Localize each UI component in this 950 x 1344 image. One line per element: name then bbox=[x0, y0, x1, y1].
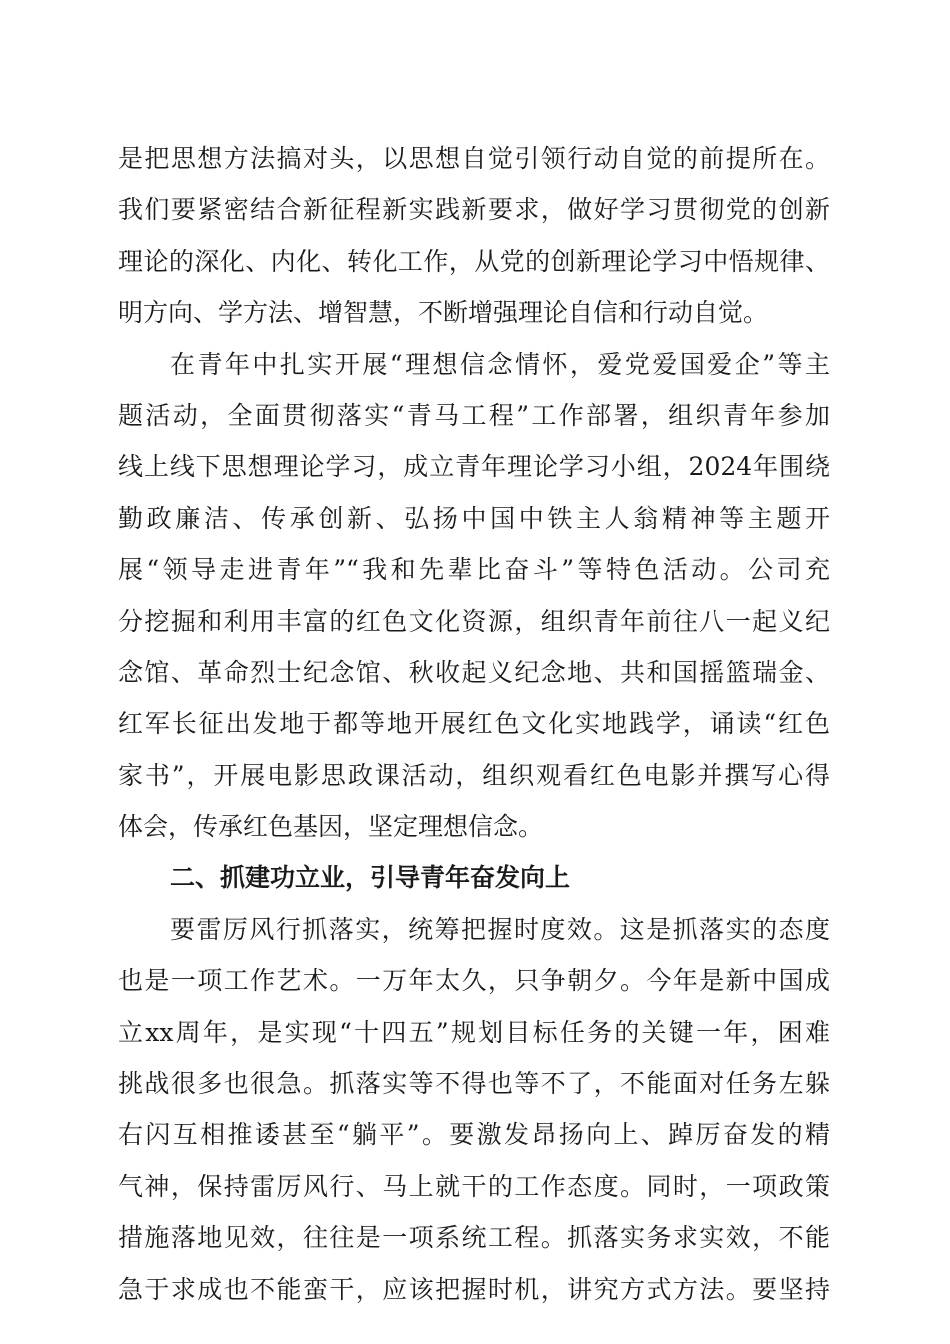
section-heading: 二、抓建功立业，引导青年奋发向上 bbox=[170, 863, 571, 893]
paragraph-2-line-10: 体会，传承红色基因，坚定理想信念。 bbox=[118, 812, 544, 842]
paragraph-3-line-2: 也是一项工作艺术。一万年太久，只争朝夕。今年是新中国成 bbox=[118, 966, 830, 996]
paragraph-1-line-4: 明方向、学方法、增智慧，不断增强理论自信和行动自觉。 bbox=[118, 298, 769, 328]
paragraph-1-line-2: 我们要紧密结合新征程新实践新要求，做好学习贯彻党的创新 bbox=[118, 195, 830, 225]
paragraph-3-line-3: 立xx周年，是实现“十四五”规划目标任务的关键一年，困难 bbox=[118, 1017, 830, 1047]
paragraph-2-line-2: 题活动，全面贯彻落实“青马工程”工作部署，组织青年参加 bbox=[118, 400, 830, 430]
paragraph-3-line-4: 挑战很多也很急。抓落实等不得也等不了，不能面对任务左躲 bbox=[118, 1069, 830, 1099]
paragraph-2-line-5: 展“领导走进青年”“我和先辈比奋斗”等特色活动。公司充 bbox=[118, 555, 830, 585]
paragraph-2-line-6: 分挖掘和利用丰富的红色文化资源，组织青年前往八一起义纪 bbox=[118, 606, 830, 636]
paragraph-3-line-6: 气神，保持雷厉风行、马上就干的工作态度。同时，一项政策 bbox=[118, 1171, 830, 1201]
paragraph-3-line-7: 措施落地见效，往往是一项系统工程。抓落实务求实效，不能 bbox=[118, 1223, 830, 1253]
paragraph-3-line-8: 急于求成也不能蛮干，应该把握时机，讲究方式方法。要坚持 bbox=[118, 1274, 830, 1304]
paragraph-2-line-4: 勤政廉洁、传承创新、弘扬中国中铁主人翁精神等主题开 bbox=[118, 503, 830, 533]
paragraph-1-line-3: 理论的深化、内化、转化工作，从党的创新理论学习中悟规律、 bbox=[118, 246, 830, 276]
paragraph-2-line-3: 线上线下思想理论学习，成立青年理论学习小组，2024年围绕 bbox=[118, 452, 830, 482]
paragraph-2-line-7: 念馆、革命烈士纪念馆、秋收起义纪念地、共和国摇篮瑞金、 bbox=[118, 657, 830, 687]
paragraph-2-line-9: 家书”，开展电影思政课活动，组织观看红色电影并撰写心得 bbox=[118, 760, 830, 790]
paragraph-3-line-1: 要雷厉风行抓落实，统筹把握时度效。这是抓落实的态度 bbox=[170, 914, 830, 944]
paragraph-1-line-1: 是把思想方法搞对头，以思想自觉引领行动自觉的前提所在。 bbox=[118, 144, 830, 173]
paragraph-3-line-5: 右闪互相推诿甚至“躺平”。要激发昂扬向上、踔厉奋发的精 bbox=[118, 1120, 830, 1150]
paragraph-2-line-1: 在青年中扎实开展“理想信念情怀，爱党爱国爱企”等主 bbox=[170, 349, 830, 379]
paragraph-2-line-8: 红军长征出发地于都等地开展红色文化实地践学，诵读“红色 bbox=[118, 709, 830, 739]
document-body bbox=[118, 143, 830, 1325]
